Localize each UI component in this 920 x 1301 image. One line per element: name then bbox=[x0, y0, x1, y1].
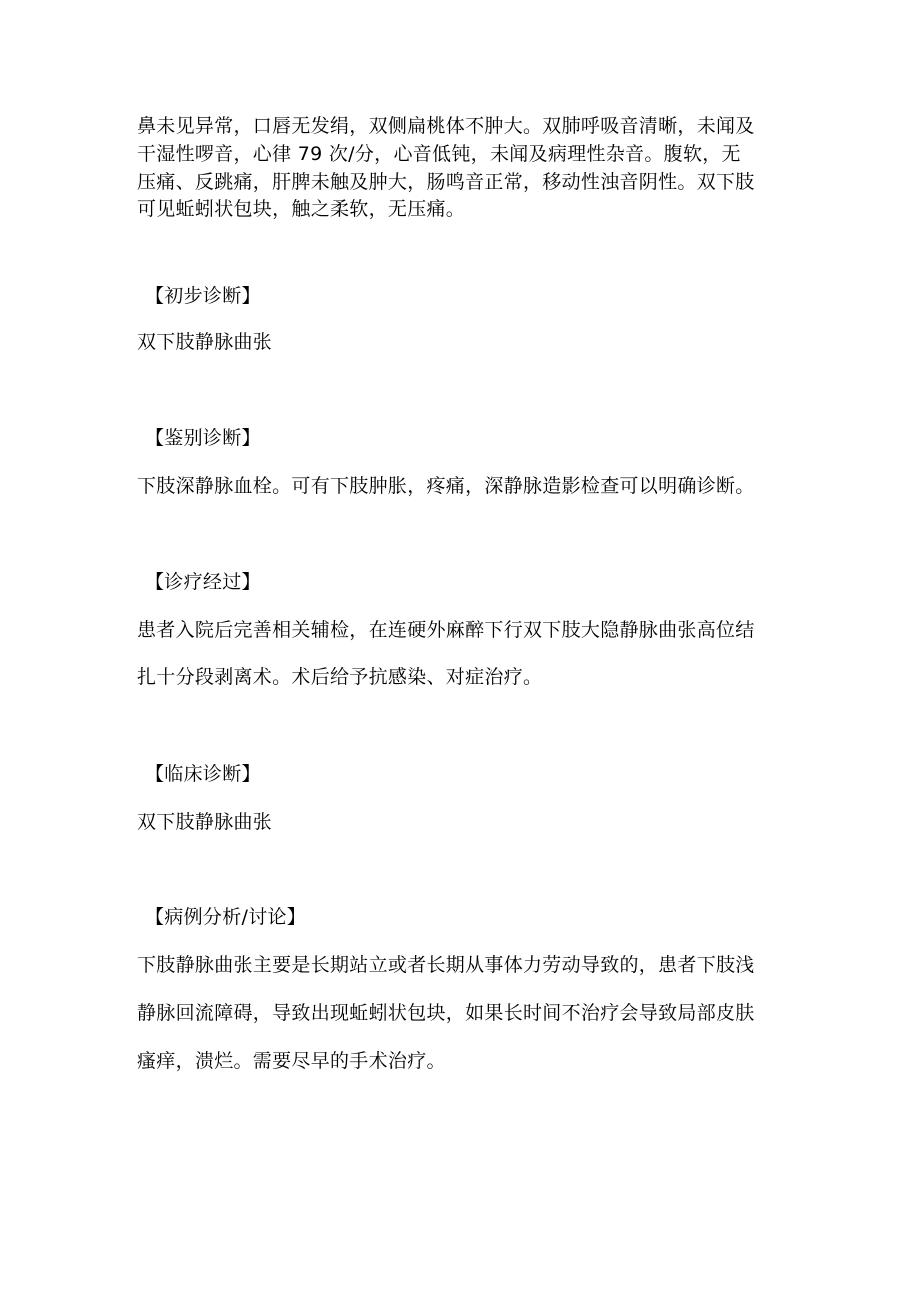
section-heading-treatment-course: 【诊疗经过】 bbox=[145, 571, 261, 593]
section-heading-case-discussion: 【病例分析/讨论】 bbox=[145, 906, 307, 928]
section-heading-differential-diagnosis: 【鉴别诊断】 bbox=[145, 427, 261, 449]
clinical-diagnosis-text: 双下肢静脉曲张 bbox=[137, 811, 273, 833]
case-discussion-line: 静脉回流障碍，导致出现蚯蚓状包块，如果长时间不治疗会导致局部皮肤 bbox=[137, 1002, 755, 1024]
section-heading-preliminary-diagnosis: 【初步诊断】 bbox=[145, 285, 261, 307]
treatment-course-line: 患者入院后完善相关辅检，在连硬外麻醉下行双下肢大隐静脉曲张高位结 bbox=[137, 619, 755, 641]
exam-line: 可见蚯蚓状包块，触之柔软，无压痛。 bbox=[137, 198, 466, 220]
case-discussion-line: 瘙痒，溃烂。需要尽早的手术治疗。 bbox=[137, 1050, 446, 1072]
exam-line: 鼻未见异常，口唇无发绢，双侧扁桃体不肿大。双肺呼吸音清晰，未闻及 bbox=[137, 115, 755, 137]
case-discussion-line: 下肢静脉曲张主要是长期站立或者长期从事体力劳动导致的，患者下肢浅 bbox=[137, 954, 755, 976]
exam-line: 干湿性啰音，心律 79 次/分，心音低钝，未闻及病理性杂音。腹软，无 bbox=[137, 143, 741, 165]
treatment-course-line: 扎十分段剥离术。术后给予抗感染、对症治疗。 bbox=[137, 666, 543, 688]
differential-diagnosis-text: 下肢深静脉血栓。可有下肢肿胀，疼痛，深静脉造影检查可以明确诊断。 bbox=[137, 475, 755, 497]
section-heading-clinical-diagnosis: 【临床诊断】 bbox=[145, 763, 261, 785]
exam-line: 压痛、反跳痛，肝脾未触及肿大，肠鸣音正常，移动性浊音阴性。双下肢 bbox=[137, 171, 755, 193]
preliminary-diagnosis-text: 双下肢静脉曲张 bbox=[137, 331, 273, 353]
